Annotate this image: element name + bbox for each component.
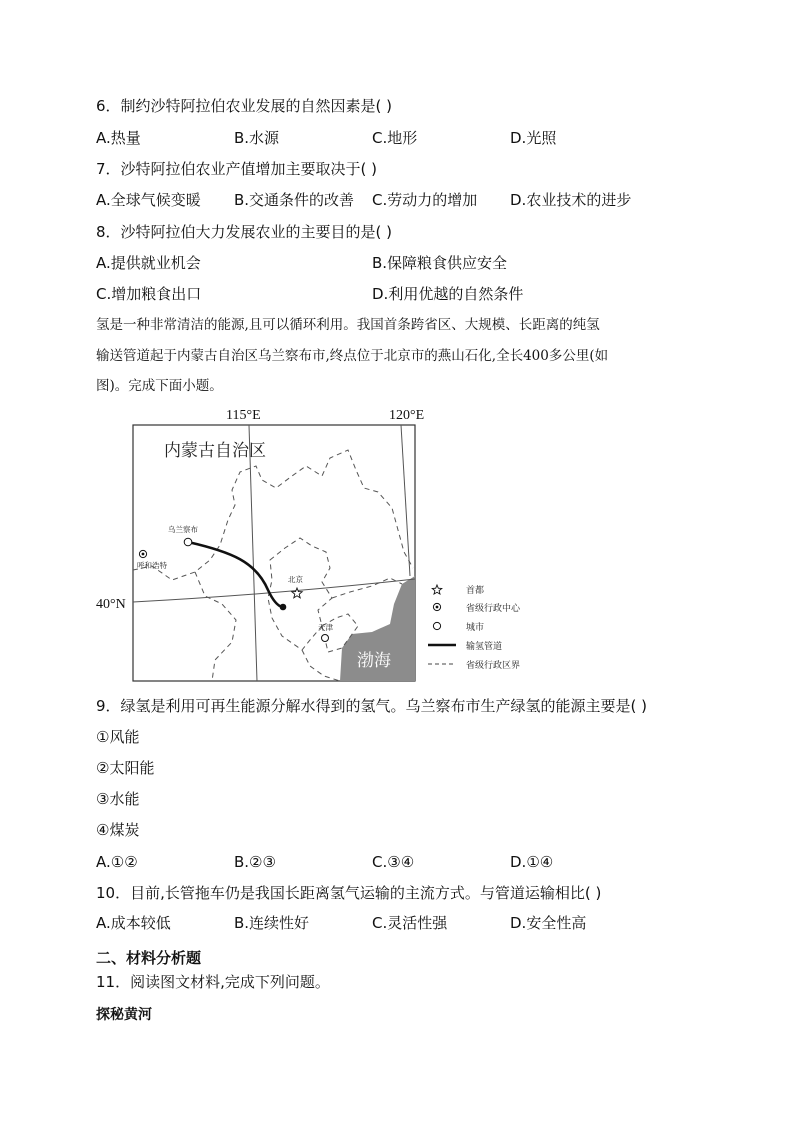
label-beijing: 北京	[288, 575, 303, 584]
map-legend	[428, 584, 521, 671]
q7-option-b: B.交通条件的改善	[234, 191, 355, 209]
q9-option-a: A.①②	[96, 853, 138, 871]
q8-option-b: B.保障粮食供应安全	[372, 254, 508, 272]
q8-option-d: D.利用优越的自然条件	[372, 285, 524, 303]
legend-city-label: 城市	[466, 623, 485, 633]
label-hohhot: 呼和浩特	[137, 561, 167, 570]
q6-option-d: D.光照	[510, 129, 557, 147]
q8-options-row2	[96, 284, 716, 304]
label-120e: 120°E	[389, 408, 425, 423]
q7-option-c: C.劳动力的增加	[372, 191, 478, 209]
q9-stem: 9．绿氢是利用可再生能源分解水得到的氢气。乌兰察布市生产绿氢的能源主要是( )	[96, 697, 648, 715]
q10-option-d: D.安全性高	[510, 914, 587, 932]
legend-boundary-label: 省级行政区界	[466, 661, 521, 671]
q9-item-3: ③水能	[96, 790, 140, 808]
q6-stem: 6．制约沙特阿拉伯农业发展的自然因素是( )	[96, 97, 393, 115]
q11-material-title: 探秘黄河	[96, 1007, 152, 1023]
q8-option-c: C.增加粮食出口	[96, 285, 202, 303]
q7-stem: 7．沙特阿拉伯农业产值增加主要取决于( )	[96, 160, 378, 178]
q10-options	[96, 913, 716, 933]
q9-item-4: ④煤炭	[96, 821, 140, 839]
tianjin-city-marker	[322, 635, 329, 642]
q8-stem: 8．沙特阿拉伯大力发展农业的主要目的是( )	[96, 223, 393, 241]
q7-option-a: A.全球气候变暖	[96, 191, 201, 209]
legend-city-icon	[433, 622, 440, 629]
q6-option-c: C.地形	[372, 129, 418, 147]
label-inner-mongolia: 内蒙古自治区	[164, 441, 266, 461]
legend-provincial-center-dot	[436, 606, 439, 609]
label-bohai: 渤海	[357, 651, 391, 671]
hydrogen-pipeline-map	[92, 404, 552, 686]
q6-options	[96, 128, 716, 148]
q9-option-c: C.③④	[372, 853, 415, 871]
q11-stem: 11．阅读图文材料,完成下列问题。	[96, 973, 330, 991]
legend-capital-star-icon	[432, 585, 442, 594]
q6-option-b: B.水源	[234, 129, 280, 147]
q8-option-a: A.提供就业机会	[96, 254, 201, 272]
wulanchabu-city-marker	[184, 538, 192, 546]
label-wulanchabu: 乌兰察布	[168, 525, 198, 534]
q6-option-a: A.热量	[96, 129, 141, 147]
q9-item-1: ①风能	[96, 728, 140, 746]
passage-line-3: 图)。完成下面小题。	[96, 378, 223, 394]
q10-option-a: A.成本较低	[96, 914, 171, 932]
label-tianjin: 天津	[318, 623, 333, 632]
q9-item-2: ②太阳能	[96, 759, 155, 777]
passage-line-2: 输送管道起于内蒙古自治区乌兰察布市,终点位于北京市的燕山石化,全长400多公里(如	[96, 348, 609, 364]
q10-option-b: B.连续性好	[234, 914, 310, 932]
label-40n: 40°N	[96, 597, 126, 612]
label-115e: 115°E	[226, 408, 261, 423]
q10-option-c: C.灵活性强	[372, 914, 448, 932]
q9-option-b: B.②③	[234, 853, 276, 871]
q8-options-row1	[96, 253, 716, 273]
q10-stem: 10．目前,长管拖车仍是我国长距离氢气运输的主流方式。与管道运输相比( )	[96, 884, 602, 902]
legend-provincial-center-label: 省级行政中心	[466, 604, 521, 614]
pipeline-end-marker	[280, 604, 287, 611]
q7-option-d: D.农业技术的进步	[510, 191, 632, 209]
hohhot-marker-dot	[142, 553, 145, 556]
section-2-heading: 二、材料分析题	[96, 949, 202, 967]
legend-pipeline-label: 输氢管道	[466, 642, 503, 652]
q9-option-d: D.①④	[510, 853, 554, 871]
passage-line-1: 氢是一种非常清洁的能源,且可以循环利用。我国首条跨省区、大规模、长距离的纯氢	[96, 317, 600, 333]
q9-options	[96, 852, 716, 872]
q7-options	[96, 190, 716, 210]
legend-capital-label: 首都	[466, 586, 485, 596]
